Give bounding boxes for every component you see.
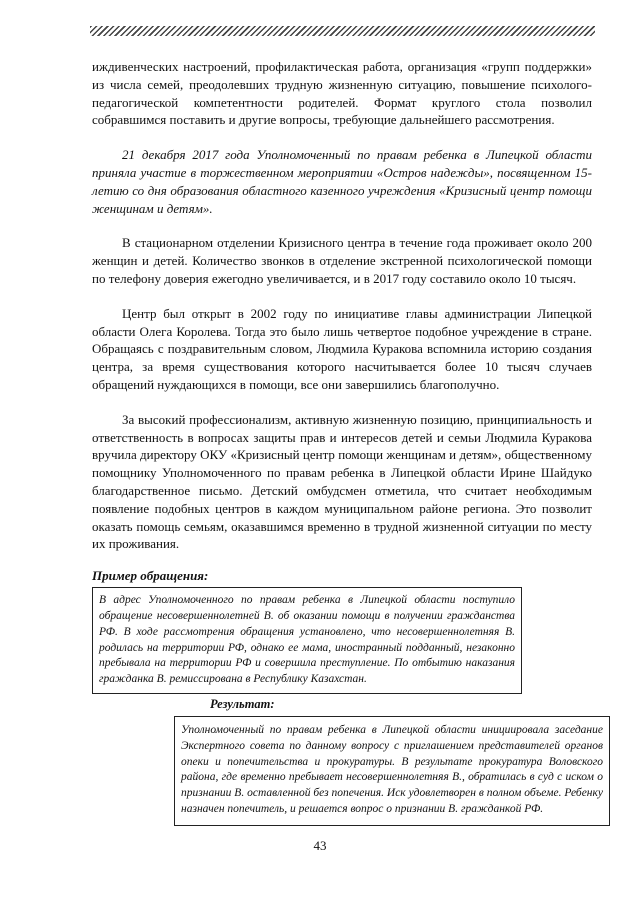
- page-number: 43: [313, 838, 327, 853]
- paragraph-event-announcement: 21 декабря 2017 года Уполномоченный по правам ребенка в Липецкой области приняла участие в торжественном мероприятии «Остров надежды», посвященном 15-летию со дня образования областного казенного учреждения «Кризисный центр помощи женщинам и детям».: [92, 147, 592, 216]
- header-decorative-band: [90, 26, 595, 36]
- paragraph-center-history: Центр был открыт в 2002 году по инициативе главы администрации Липецкой области Олега Королева. Тогда это было лишь четвертое подобное учреждение в стране. Обращаясь с поздравительным словом, Людмила Куракова вспомнила историю создания центра, за время существования которого насчитывается более 10 тысяч случаев обращений нуждающихся в помощи, все они завершились благополучно.: [92, 305, 592, 392]
- example-box: В адрес Уполномоченного по правам ребенка в Липецкой области поступило обращение несовершеннолетней В. об оказании помощи в получении гражданства РФ. В ходе рассмотрения обращения установлено, что несовершеннолетняя В. родилась на территории РФ, однако ее мама, иностранный подданный, незаконно пребывала на территории РФ и совершила преступление. По отбытию наказания гражданка В. ремиссирована в Республику Казахстан.: [92, 587, 522, 694]
- paragraph-continuation: иждивенческих настроений, профилактическая работа, организация «групп поддержки» из числа семей, преодолевших трудную жизненную ситуацию, повышение психолого-педагогической компетентности родителей. Формат круглого стола позволил собравшимся поставить и другие вопросы, требующие дальнейшего рассмотрения.: [92, 59, 592, 128]
- paragraph-award: За высокий профессионализм, активную жизненную позицию, принципиальность и ответственность в вопросах защиты прав и интересов детей и семьи Людмила Куракова вручила директору ОКУ «Кризисный центр помощи женщинам и детям», общественному помощнику Уполномоченного по правам ребенка в Липецкой области Ирине Шайдуко благодарственное письмо. Детский омбудсмен отметила, что считает необходимым появление подобных центров в каждом муниципальном районе региона. Это позволит оказать помощь семьям, оказавшимся временно в трудной жизненной ситуации по месту их проживания.: [92, 411, 592, 552]
- example-title: Пример обращения:: [92, 568, 209, 584]
- page-body: [92, 58, 603, 826]
- result-box: Уполномоченный по правам ребенка в Липецкой области инициировала заседание Экспертного совета по данному вопросу с приглашением представителей органов опеки и попечительства и прокуратуры. В результате прокуратура Воловского района, где временно пребывает несовершеннолетняя В., обратилась в суд с иском о признании В. оставленной без попечения. Иск удовлетворен в полном объеме. Ребенку назначен попечитель, и решается вопрос о признании В. гражданкой РФ.: [174, 716, 610, 826]
- result-title: Результат:: [210, 696, 275, 711]
- paragraph-crisis-center-stats: В стационарном отделении Кризисного центра в течение года проживает около 200 женщин и детей. Количество звонков в отделение экстренной психологической помощи по телефону доверия ежегодно увеличивается, и в 2017 году составило около 10 тысяч.: [92, 235, 592, 286]
